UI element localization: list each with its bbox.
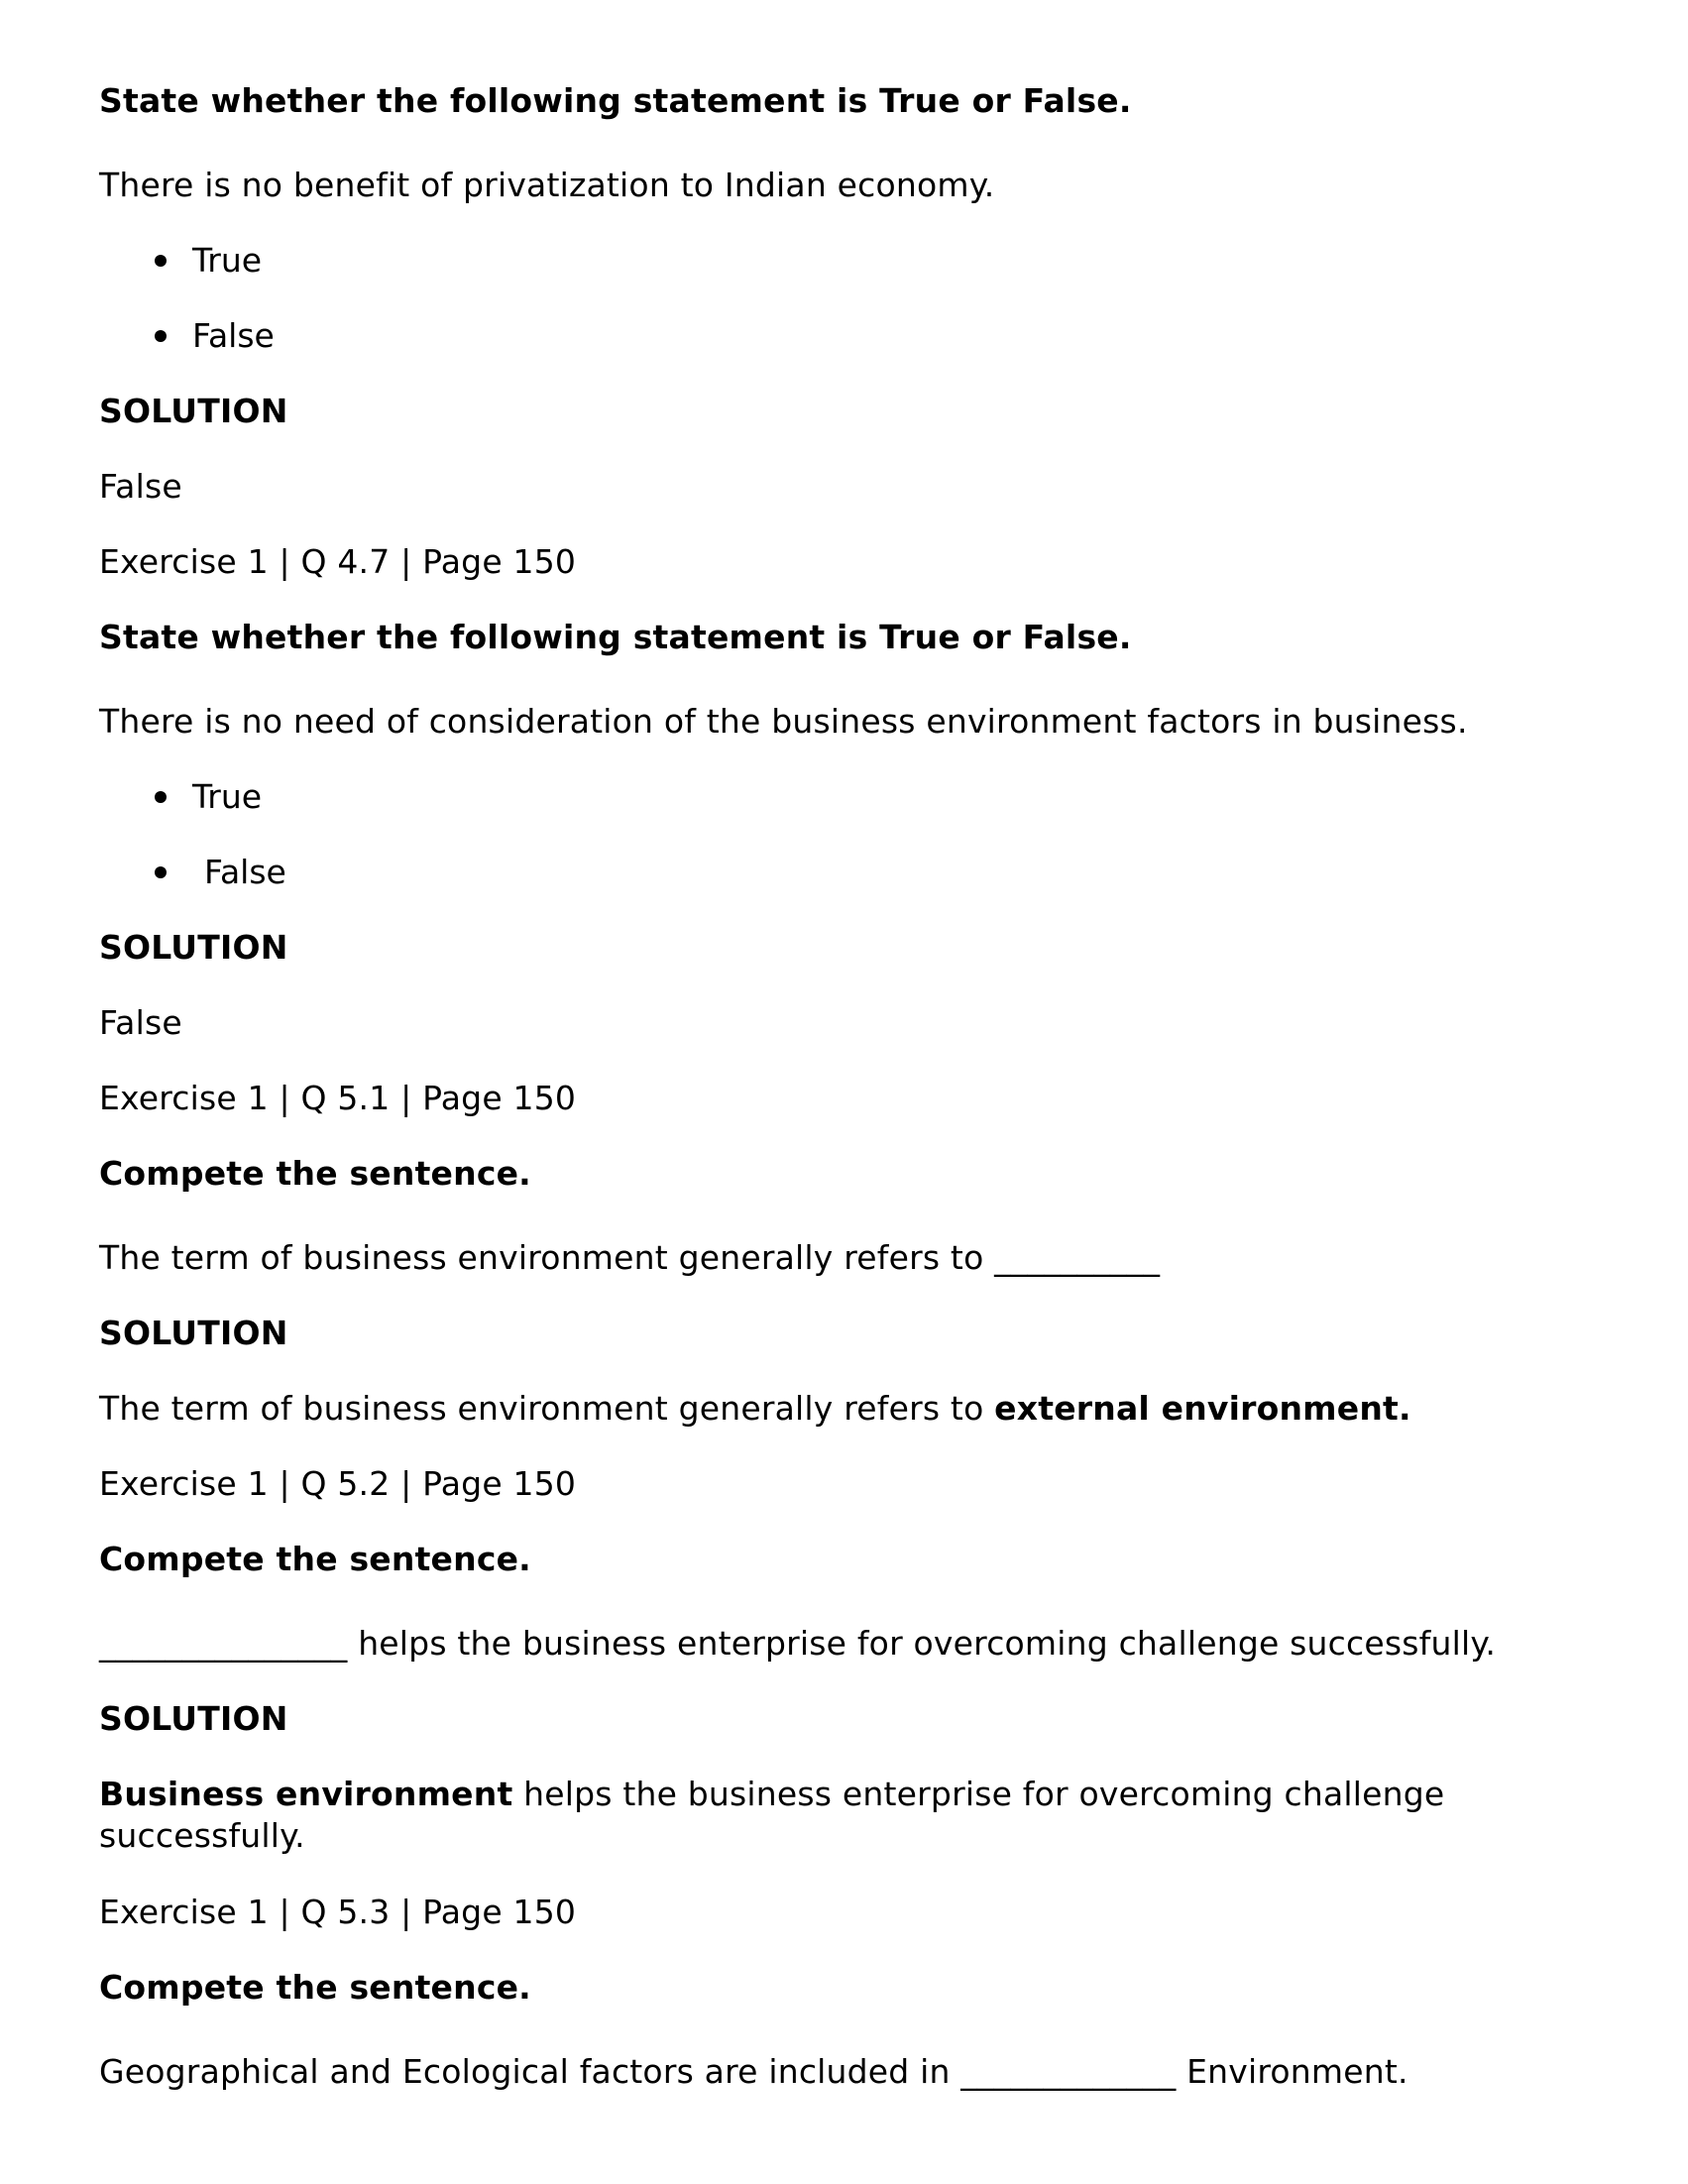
question-statement: There is no benefit of privatization to Indian economy. [99, 166, 995, 204]
option-label: True [192, 241, 263, 280]
exercise-reference: Exercise 1 | Q 5.3 | Page 150 [99, 1893, 577, 1931]
exercise-reference: Exercise 1 | Q 5.2 | Page 150 [99, 1464, 577, 1503]
bullet-icon [155, 255, 167, 267]
question-prompt: Compete the sentence. [99, 1540, 531, 1578]
option-label: False [192, 316, 275, 355]
question-prompt: State whether the following statement is True or False. [99, 81, 1132, 120]
question-statement: The term of business environment generally refers to __________ [99, 1238, 1161, 1277]
solution-heading: SOLUTION [99, 1314, 288, 1352]
bullet-icon [155, 330, 167, 342]
solution-heading: SOLUTION [99, 928, 288, 967]
exercise-reference: Exercise 1 | Q 4.7 | Page 150 [99, 542, 577, 581]
solution-answer: False [99, 1003, 182, 1042]
question-prompt: Compete the sentence. [99, 1154, 531, 1193]
question-statement: Geographical and Ecological factors are included in _____________ Environment. [99, 2052, 1408, 2091]
bullet-icon [155, 866, 167, 878]
solution-answer-highlight: external environment. [994, 1389, 1411, 1428]
solution-answer-text: The term of business environment generally refers to [99, 1389, 995, 1428]
solution-answer-text: helps the business enterprise for overcoming challenge successfully. [99, 1775, 1445, 1855]
solution-answer [99, 1388, 1411, 1430]
option-label: False [204, 853, 286, 891]
solution-heading: SOLUTION [99, 392, 288, 430]
solution-answer-highlight: Business environment [99, 1775, 513, 1813]
question-statement: _______________ helps the business enterprise for overcoming challenge successfully. [99, 1624, 1497, 1663]
option-label: True [192, 777, 263, 816]
question-statement: There is no need of consideration of the business environment factors in business. [99, 702, 1468, 741]
exercise-reference: Exercise 1 | Q 5.1 | Page 150 [99, 1079, 577, 1117]
solution-answer [99, 1774, 1566, 1857]
solution-answer: False [99, 467, 182, 506]
question-prompt: State whether the following statement is True or False. [99, 618, 1132, 656]
bullet-icon [155, 791, 167, 803]
question-prompt: Compete the sentence. [99, 1968, 531, 2007]
solution-heading: SOLUTION [99, 1699, 288, 1738]
